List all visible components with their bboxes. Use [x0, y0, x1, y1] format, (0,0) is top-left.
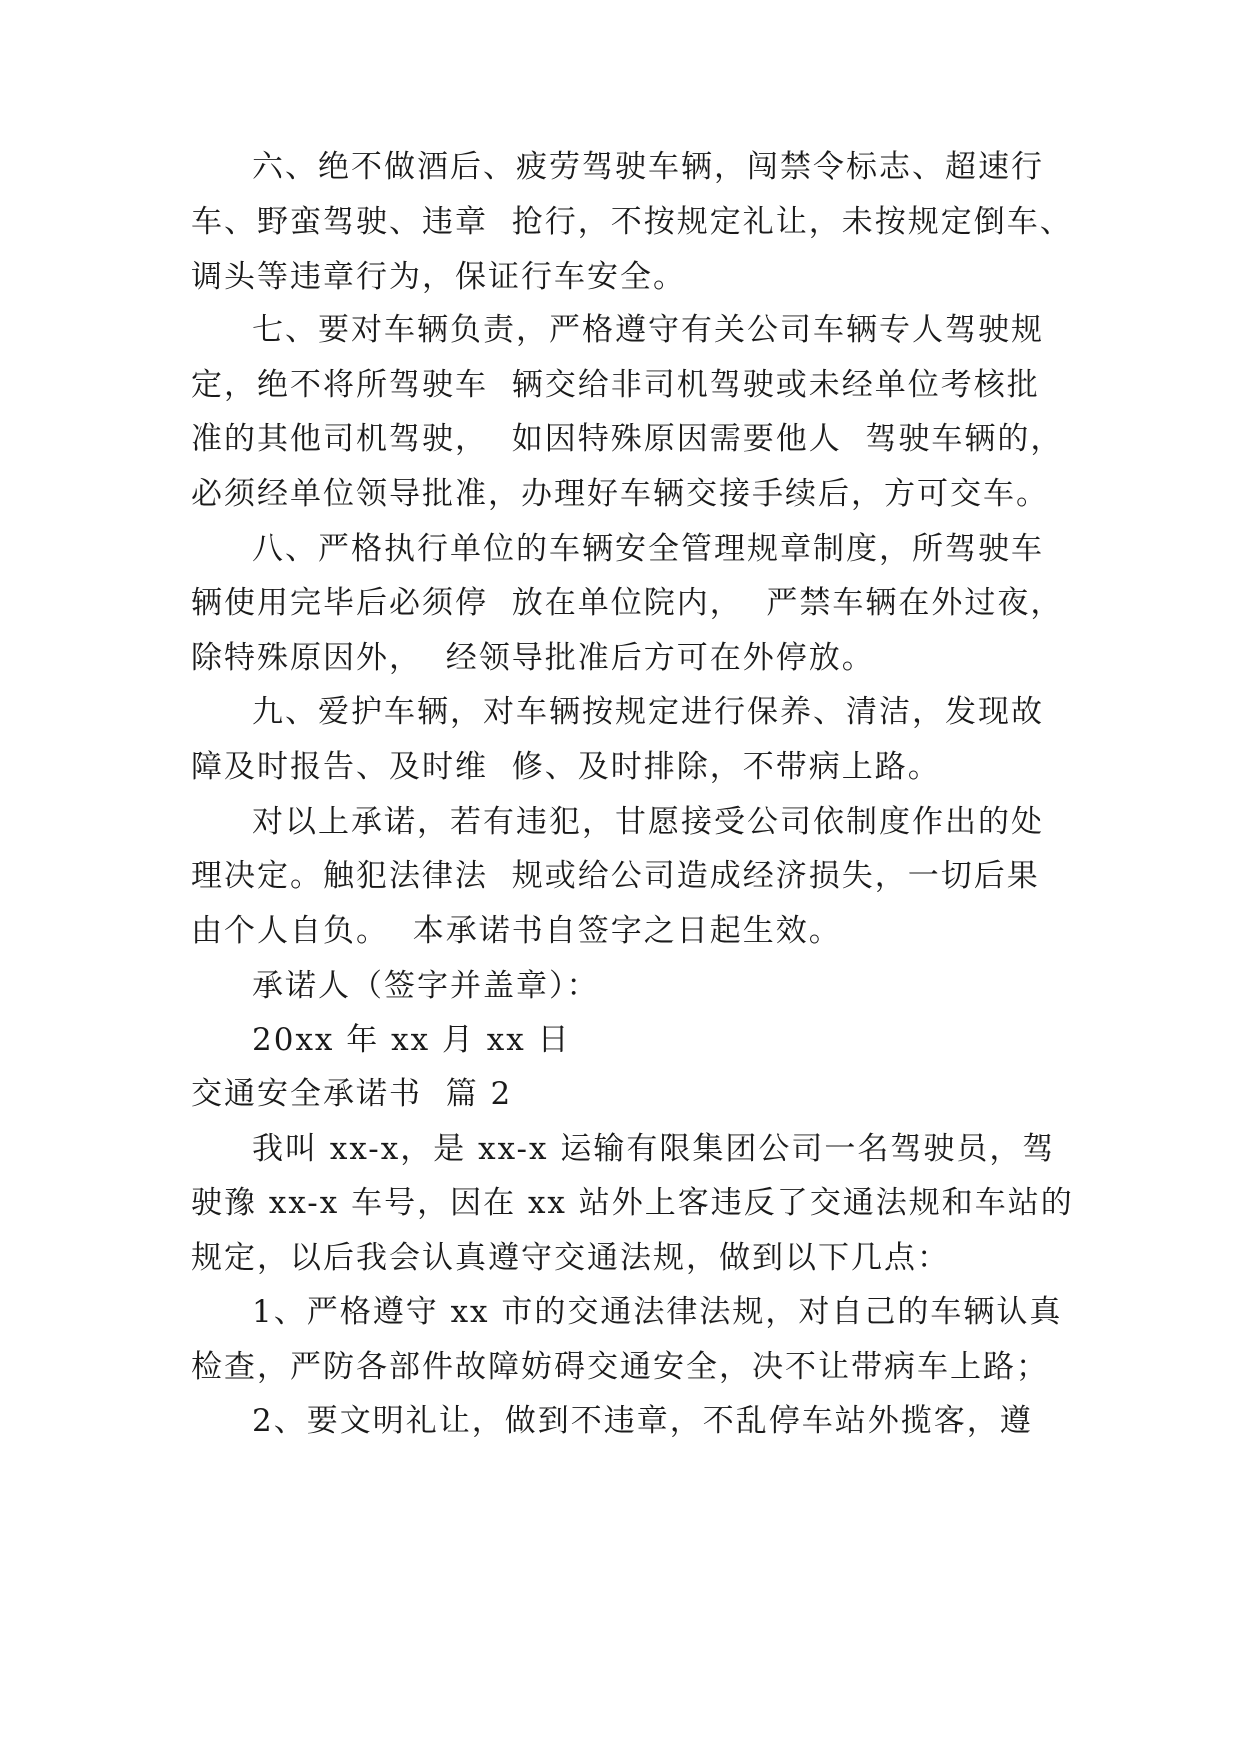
paragraph-six-line-2: 车、野蛮驾驶、违章 抢行，不按规定礼让，未按规定倒车、	[191, 204, 1073, 240]
paragraph-nine-line-1: 九、爱护车辆，对车辆按规定进行保养、清洁，发现故	[252, 694, 1044, 730]
item-one-line-1: 1、严格遵守 xx 市的交通法律法规，对自己的车辆认真	[252, 1294, 1063, 1330]
item-two-line-1: 2、要文明礼让，做到不违章，不乱停车站外揽客，遵	[252, 1403, 1033, 1439]
signature-date: 20xx 年 xx 月 xx 日	[252, 1022, 571, 1058]
paragraph-seven-line-1: 七、要对车辆负责，严格遵守有关公司车辆专人驾驶规	[252, 312, 1044, 348]
paragraph-seven-line-4: 必须经单位领导批准，办理好车辆交接手续后，方可交车。	[191, 476, 1049, 512]
intro-paragraph-line-1: 我叫 xx-x，是 xx-x 运输有限集团公司一名驾驶员，驾	[252, 1131, 1056, 1167]
section-title: 交通安全承诺书 篇 2	[191, 1076, 513, 1112]
closing-paragraph-line-3: 由个人自负。 本承诺书自签字之日起生效。	[191, 913, 842, 949]
closing-paragraph-line-1: 对以上承诺，若有违犯，甘愿接受公司依制度作出的处	[252, 804, 1044, 840]
paragraph-eight-line-1: 八、严格执行单位的车辆安全管理规章制度，所驾驶车	[252, 531, 1044, 567]
intro-paragraph-line-2: 驶豫 xx-x 车号，因在 xx 站外上客违反了交通法规和车站的	[191, 1185, 1074, 1221]
closing-paragraph-line-2: 理决定。触犯法律法 规或给公司造成经济损失，一切后果	[191, 858, 1040, 894]
paragraph-six-line-1: 六、绝不做酒后、疲劳驾驶车辆，闯禁令标志、超速行	[252, 149, 1044, 185]
paragraph-nine-line-2: 障及时报告、及时维 修、及时排除，不带病上路。	[191, 749, 941, 785]
paragraph-eight-line-2: 辆使用完毕后必须停 放在单位院内， 严禁车辆在外过夜，	[191, 585, 1064, 621]
paragraph-six-line-3: 调头等违章行为，保证行车安全。	[191, 259, 686, 295]
item-one-line-2: 检查，严防各部件故障妨碍交通安全，决不让带病车上路；	[191, 1349, 1049, 1385]
paragraph-seven-line-2: 定，绝不将所驾驶车 辆交给非司机驾驶或未经单位考核批	[191, 367, 1040, 403]
signature-label: 承诺人（签字并盖章）：	[252, 968, 600, 1004]
paragraph-eight-line-3: 除特殊原因外， 经领导批准后方可在外停放。	[191, 640, 875, 676]
intro-paragraph-line-3: 规定，以后我会认真遵守交通法规，做到以下几点：	[191, 1240, 950, 1276]
paragraph-seven-line-3: 准的其他司机驾驶， 如因特殊原因需要他人 驾驶车辆的，	[191, 421, 1064, 457]
